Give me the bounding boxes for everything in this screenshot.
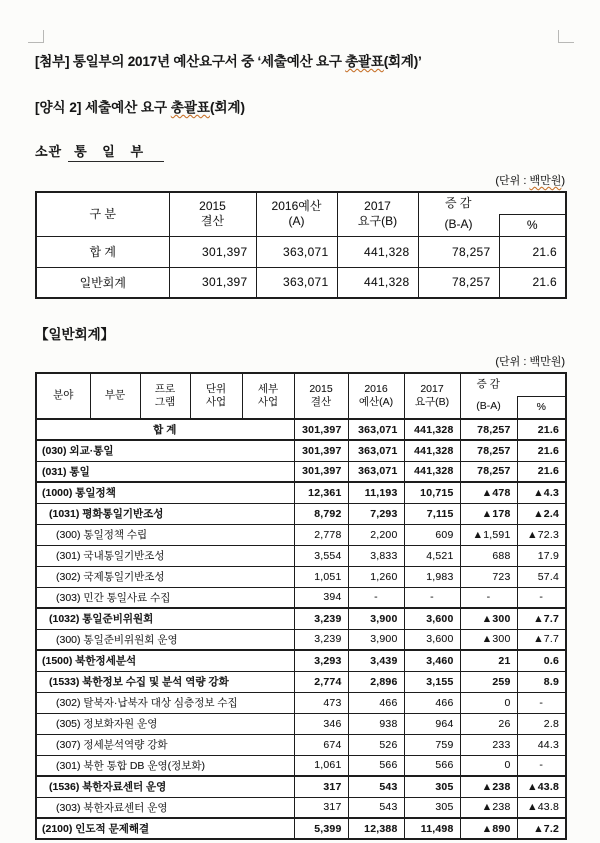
row-label: (030) 외교·통일: [36, 440, 294, 461]
attachment-title-pre: [첨부] 통일부의 2017년 예산요구서 중 ‘세출예산 요구: [35, 54, 346, 69]
column-header-percent: %: [499, 214, 566, 236]
form-title: [35, 96, 565, 116]
value-cell: 723: [460, 566, 517, 587]
value-cell: 566: [348, 755, 404, 776]
value-cell: 3,239: [294, 608, 348, 629]
value-cell: 688: [460, 545, 517, 566]
column-header: 분야: [36, 373, 90, 419]
value-cell: 938: [348, 713, 404, 734]
row-label: (1536) 북한자료센터 운영: [36, 776, 294, 797]
value-cell: 3,554: [294, 545, 348, 566]
table-row: [36, 776, 566, 797]
value-cell: ▲43.8: [517, 776, 566, 797]
value-cell: 301,397: [294, 419, 348, 440]
value-cell: 441,328: [404, 461, 460, 482]
value-cell: 8,792: [294, 503, 348, 524]
value-cell: 305: [404, 776, 460, 797]
table-row: [36, 267, 566, 298]
column-header-change-amount: (B-A): [460, 396, 517, 419]
value-cell: 473: [294, 692, 348, 713]
value-cell: 363,071: [348, 461, 404, 482]
table-row: [36, 608, 566, 629]
column-header-change: 증 감: [460, 373, 566, 396]
column-header: 2016 예산(A): [348, 373, 404, 419]
value-cell: ▲178: [460, 503, 517, 524]
value-cell: 3,239: [294, 629, 348, 650]
row-label: (1032) 통일준비위원회: [36, 608, 294, 629]
value-cell: 3,155: [404, 671, 460, 692]
value-cell: 3,833: [348, 545, 404, 566]
value-cell: 3,600: [404, 608, 460, 629]
row-label: (2100) 인도적 문제해결: [36, 818, 294, 839]
text-boundary-mark-left: [28, 30, 44, 43]
column-header-change: 증 감: [418, 192, 566, 214]
value-cell: ▲1,591: [460, 524, 517, 545]
column-header-percent: %: [517, 396, 566, 419]
value-cell: 7,115: [404, 503, 460, 524]
table-row: [36, 236, 566, 267]
row-label: (1031) 평화통일기반조성: [36, 503, 294, 524]
value-cell: 11,498: [404, 818, 460, 839]
form-title-post: (회계): [209, 100, 246, 115]
value-cell: 441,328: [404, 440, 460, 461]
attachment-title-post: (회계)’: [383, 54, 422, 69]
value-cell: 78,257: [460, 440, 517, 461]
table-row: [36, 734, 566, 755]
table-row: [36, 755, 566, 776]
value-cell: 466: [404, 692, 460, 713]
value-cell: 301,397: [294, 440, 348, 461]
value-cell: 674: [294, 734, 348, 755]
table-row: [36, 461, 566, 482]
column-header: 구 분: [36, 192, 169, 236]
value-cell: 301,397: [169, 267, 256, 298]
table-row: [36, 482, 566, 503]
value-cell: 12,388: [348, 818, 404, 839]
value-cell: 964: [404, 713, 460, 734]
value-cell: 26: [460, 713, 517, 734]
row-label: (301) 북한 통합 DB 운영(정보화): [36, 755, 294, 776]
value-cell: 1,260: [348, 566, 404, 587]
row-label: (1000) 통일정책: [36, 482, 294, 503]
summary-table-body: [36, 236, 566, 298]
value-cell: 2,778: [294, 524, 348, 545]
value-cell: 7,293: [348, 503, 404, 524]
column-header: 2016예산 (A): [256, 192, 337, 236]
row-label: 일반회계: [36, 267, 169, 298]
unit-note-highlight: 백만원: [529, 175, 562, 187]
row-label: (302) 탈북자·납북자 대상 심층정보 수집: [36, 692, 294, 713]
column-header: 세부 사업: [242, 373, 294, 419]
value-cell: ▲7.2: [517, 818, 566, 839]
value-cell: ▲238: [460, 797, 517, 818]
column-header: 2015 결산: [294, 373, 348, 419]
value-cell: 317: [294, 797, 348, 818]
value-cell: 78,257: [460, 419, 517, 440]
value-cell: 21.6: [517, 461, 566, 482]
table-row: [36, 629, 566, 650]
row-label: (301) 국내통일기반조성: [36, 545, 294, 566]
row-label: (1533) 북한정보 수집 및 분석 역량 강화: [36, 671, 294, 692]
value-cell: 78,257: [460, 461, 517, 482]
table-row: [36, 671, 566, 692]
value-cell: 3,439: [348, 650, 404, 671]
row-label: (303) 민간 통일사료 수집: [36, 587, 294, 608]
value-cell: 301,397: [294, 461, 348, 482]
column-header: 2017 요구(B): [337, 192, 418, 236]
value-cell: 566: [404, 755, 460, 776]
value-cell: 3,460: [404, 650, 460, 671]
value-cell: 259: [460, 671, 517, 692]
value-cell: 17.9: [517, 545, 566, 566]
table-row: [36, 419, 566, 440]
value-cell: 759: [404, 734, 460, 755]
unit-note-post: ): [561, 175, 565, 187]
text-boundary-mark-right: [558, 30, 574, 43]
value-cell: 233: [460, 734, 517, 755]
value-cell: 317: [294, 776, 348, 797]
value-cell: 8.9: [517, 671, 566, 692]
value-cell: 21.6: [499, 267, 566, 298]
summary-table: [35, 191, 567, 299]
value-cell: 441,328: [337, 267, 418, 298]
value-cell: 44.3: [517, 734, 566, 755]
unit-note-2: (단위 : 백만원): [495, 356, 565, 368]
value-cell: ▲478: [460, 482, 517, 503]
table-row: [36, 818, 566, 839]
value-cell: ▲238: [460, 776, 517, 797]
table-row: [36, 440, 566, 461]
general-account-table: [35, 372, 567, 840]
value-cell: ▲2.4: [517, 503, 566, 524]
summary-table-header: [36, 192, 566, 236]
value-cell: 5,399: [294, 818, 348, 839]
value-cell: 10,715: [404, 482, 460, 503]
value-cell: 441,328: [337, 236, 418, 267]
row-label: (307) 정세분석역량 강화: [36, 734, 294, 755]
value-cell: 346: [294, 713, 348, 734]
value-cell: -: [460, 587, 517, 608]
column-header: 프로 그램: [140, 373, 190, 419]
value-cell: 1,983: [404, 566, 460, 587]
value-cell: 394: [294, 587, 348, 608]
table-row: [36, 503, 566, 524]
value-cell: 2,896: [348, 671, 404, 692]
value-cell: -: [517, 692, 566, 713]
unit-note: [35, 172, 565, 188]
table-row: [36, 566, 566, 587]
value-cell: -: [404, 587, 460, 608]
column-header: 부문: [90, 373, 140, 419]
value-cell: 526: [348, 734, 404, 755]
value-cell: 21.6: [517, 440, 566, 461]
row-label: 합 계: [36, 419, 294, 440]
value-cell: 3,600: [404, 629, 460, 650]
form-title-pre: [양식 2] 세출예산 요구: [35, 100, 171, 115]
value-cell: 363,071: [256, 236, 337, 267]
attachment-title: [35, 50, 565, 70]
row-label: (1500) 북한정세분석: [36, 650, 294, 671]
attachment-title-highlight: 총괄표: [345, 54, 384, 69]
value-cell: ▲72.3: [517, 524, 566, 545]
row-label: (300) 통일준비위원회 운영: [36, 629, 294, 650]
value-cell: 4,521: [404, 545, 460, 566]
table-row: [36, 797, 566, 818]
value-cell: 21: [460, 650, 517, 671]
value-cell: 1,061: [294, 755, 348, 776]
value-cell: 0.6: [517, 650, 566, 671]
value-cell: 78,257: [418, 236, 499, 267]
row-label: (305) 정보화자원 운영: [36, 713, 294, 734]
value-cell: ▲300: [460, 629, 517, 650]
value-cell: 543: [348, 797, 404, 818]
value-cell: 2,774: [294, 671, 348, 692]
value-cell: 0: [460, 755, 517, 776]
value-cell: ▲4.3: [517, 482, 566, 503]
row-label: (303) 북한자료센터 운영: [36, 797, 294, 818]
value-cell: 0: [460, 692, 517, 713]
value-cell: 21.6: [499, 236, 566, 267]
value-cell: 3,900: [348, 629, 404, 650]
value-cell: ▲890: [460, 818, 517, 839]
jurisdiction-value: 통 일 부: [68, 141, 164, 162]
section-title: 【일반회계】: [35, 327, 115, 342]
row-label: (031) 통일: [36, 461, 294, 482]
table-row: [36, 713, 566, 734]
value-cell: 1,051: [294, 566, 348, 587]
value-cell: -: [348, 587, 404, 608]
value-cell: ▲43.8: [517, 797, 566, 818]
value-cell: 12,361: [294, 482, 348, 503]
row-label: (302) 국제통일기반조성: [36, 566, 294, 587]
jurisdiction-line: [35, 141, 565, 162]
unit-note-pre: (단위 :: [495, 175, 530, 187]
value-cell: 363,071: [256, 267, 337, 298]
value-cell: 301,397: [169, 236, 256, 267]
column-header: 단위 사업: [190, 373, 242, 419]
value-cell: -: [517, 755, 566, 776]
value-cell: 21.6: [517, 419, 566, 440]
value-cell: 57.4: [517, 566, 566, 587]
table-row: [36, 692, 566, 713]
value-cell: 3,293: [294, 650, 348, 671]
column-header-change-amount: (B-A): [418, 214, 499, 236]
value-cell: 466: [348, 692, 404, 713]
value-cell: ▲7.7: [517, 608, 566, 629]
general-account-table-body: [36, 419, 566, 839]
row-label: (300) 통일정책 수립: [36, 524, 294, 545]
value-cell: 363,071: [348, 440, 404, 461]
table-row: [36, 587, 566, 608]
value-cell: -: [517, 587, 566, 608]
value-cell: ▲7.7: [517, 629, 566, 650]
value-cell: 363,071: [348, 419, 404, 440]
row-label: 합 계: [36, 236, 169, 267]
value-cell: ▲300: [460, 608, 517, 629]
value-cell: 2,200: [348, 524, 404, 545]
form-title-highlight: 총괄표: [170, 100, 210, 115]
table-row: [36, 650, 566, 671]
value-cell: 3,900: [348, 608, 404, 629]
table-row: [36, 545, 566, 566]
value-cell: 2.8: [517, 713, 566, 734]
general-account-table-header: [36, 373, 566, 419]
value-cell: 441,328: [404, 419, 460, 440]
jurisdiction-label: 소관: [35, 144, 63, 159]
column-header: 2015 결산: [169, 192, 256, 236]
value-cell: 543: [348, 776, 404, 797]
table-row: [36, 524, 566, 545]
column-header: 2017 요구(B): [404, 373, 460, 419]
value-cell: 78,257: [418, 267, 499, 298]
value-cell: 11,193: [348, 482, 404, 503]
value-cell: 609: [404, 524, 460, 545]
value-cell: 305: [404, 797, 460, 818]
